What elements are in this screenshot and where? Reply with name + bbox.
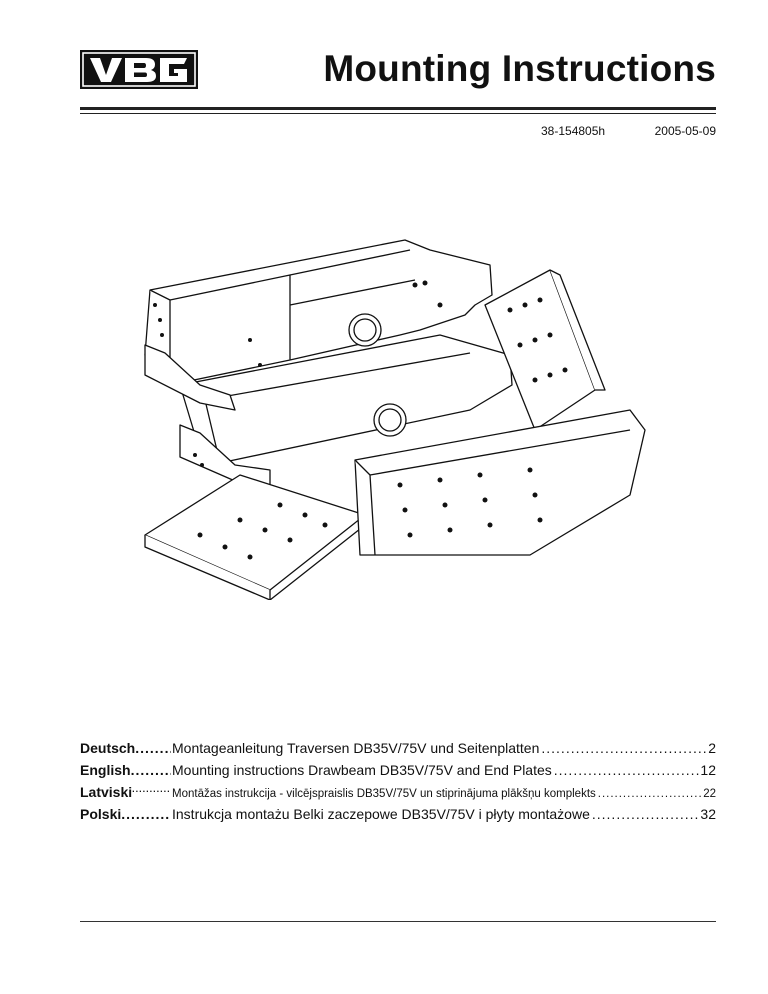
drawbeam-illustration (140, 235, 660, 600)
toc-entry-english (80, 762, 716, 784)
toc-page-number: 2 (708, 740, 716, 756)
footer-rule (80, 921, 716, 922)
toc-page-number: 22 (703, 788, 716, 800)
header-rule-thick (80, 107, 716, 110)
language-index (80, 740, 716, 828)
page-title: Mounting Instructions (323, 48, 716, 89)
header-rule-thin (80, 113, 716, 114)
document-number: 38-154805h (541, 124, 606, 138)
toc-page-number: 12 (700, 762, 716, 778)
vbg-logo (80, 50, 198, 89)
toc-language: Deutsch (80, 740, 136, 756)
toc-entry-latviski (80, 784, 716, 806)
toc-language: English (80, 762, 131, 778)
toc-entry-deutsch (80, 740, 716, 762)
toc-entry-polski (80, 806, 716, 828)
toc-page-number: 32 (700, 806, 716, 822)
toc-title: Montāžas instrukcija - vilcējspraislis DB35V/75V un stiprinājuma plākšņu komplekts (172, 788, 596, 800)
toc-title: Instrukcja montażu Belki zaczepowe DB35V/75V i płyty montażowe (172, 806, 590, 822)
toc-language: Latviski (80, 784, 133, 800)
toc-language: Polski (80, 806, 122, 822)
toc-title: Montageanleitung Traversen DB35V/75V und Seitenplatten (172, 740, 540, 756)
document-date: 2005-05-09 (654, 124, 716, 138)
toc-title: Mounting instructions Drawbeam DB35V/75V and End Plates (172, 762, 552, 778)
